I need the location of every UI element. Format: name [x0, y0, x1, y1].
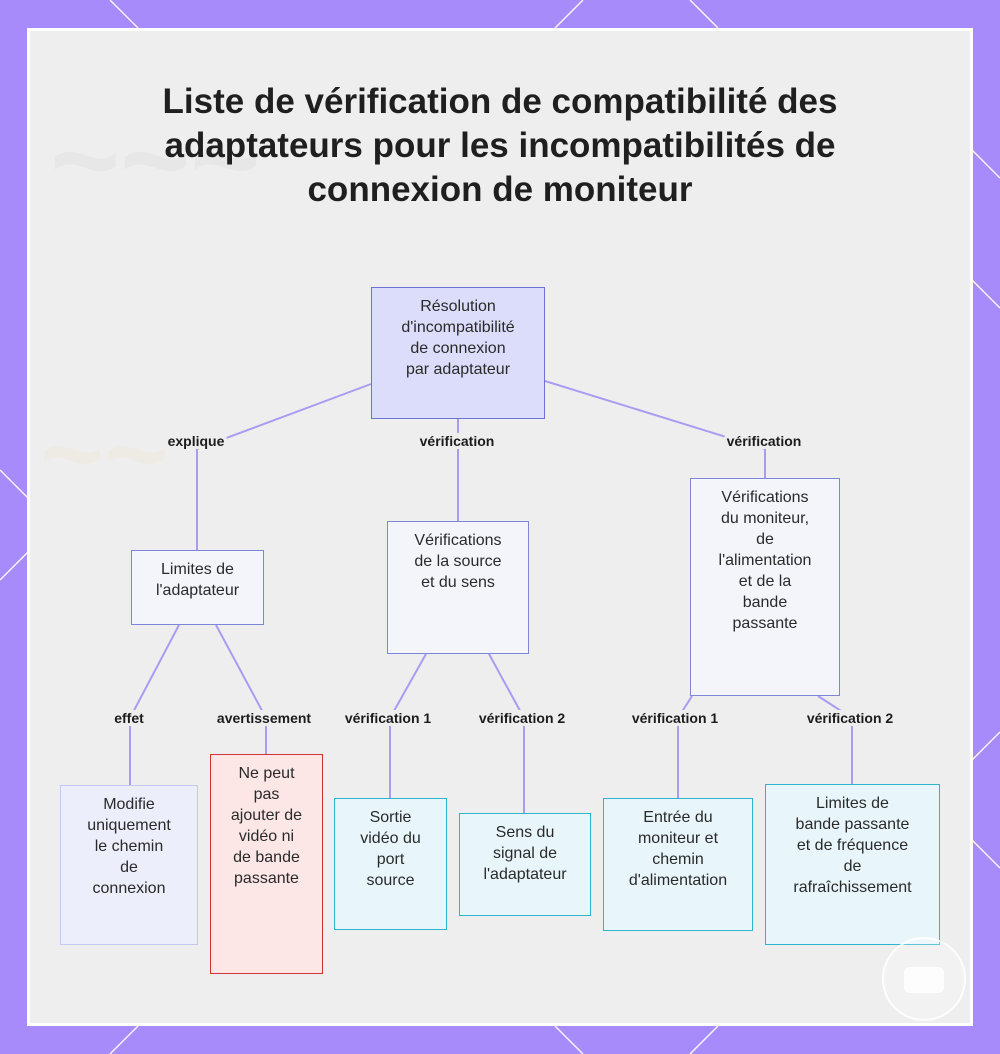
edge-label-verification-2-monitor: vérification 2: [806, 710, 894, 726]
edge-label-effet: effet: [114, 710, 144, 726]
edge-limits-novideo: [216, 625, 266, 754]
edge-label-verification-right: vérification: [726, 433, 802, 449]
background-texture-2: ~~: [40, 393, 169, 516]
node-monitor-input: Entrée du moniteur et chemin d'alimentation: [603, 798, 753, 931]
edge-label-avertissement: avertissement: [216, 710, 312, 726]
edge-label-verification-1-monitor: vérification 1: [631, 710, 719, 726]
node-monitor-checks: Vérifications du moniteur, de l'alimentation et de la bande passante: [690, 478, 840, 696]
node-bandwidth-limits: Limites de bande passante et de fréquence de rafraîchissement: [765, 784, 940, 945]
edge-label-explique: explique: [167, 433, 225, 449]
edge-label-verification-2-source: vérification 2: [478, 710, 566, 726]
background-texture: ~~~: [50, 93, 261, 227]
diagram-title: Liste de vérification de compatibilité des adaptateurs pour les incompatibilités de connexion de moniteur: [162, 82, 838, 209]
edge-root-limits: [197, 384, 371, 550]
node-source-port: Sortie vidéo du port source: [334, 798, 447, 930]
node-signal-direction: Sens du signal de l'adaptateur: [459, 813, 591, 916]
node-source-checks: Vérifications de la source et du sens: [387, 521, 529, 654]
node-no-video-warning: Ne peut pas ajouter de vidéo ni de bande passante: [210, 754, 323, 974]
node-root: Résolution d'incompatibilité de connexion par adaptateur: [371, 287, 545, 419]
edge-source-signal: [489, 654, 524, 813]
edge-root-monitor: [545, 381, 765, 478]
edge-label-verification-1-source: vérification 1: [344, 710, 432, 726]
edge-limits-pathonly: [130, 625, 179, 785]
chat-bubble-icon: [904, 967, 944, 993]
edge-label-verification-mid: vérification: [419, 433, 495, 449]
node-adapter-limits: Limites de l'adaptateur: [131, 550, 264, 625]
node-path-only: Modifie uniquement le chemin de connexion: [60, 785, 198, 945]
chat-button[interactable]: [882, 937, 966, 1021]
edge-source-port: [390, 654, 426, 798]
